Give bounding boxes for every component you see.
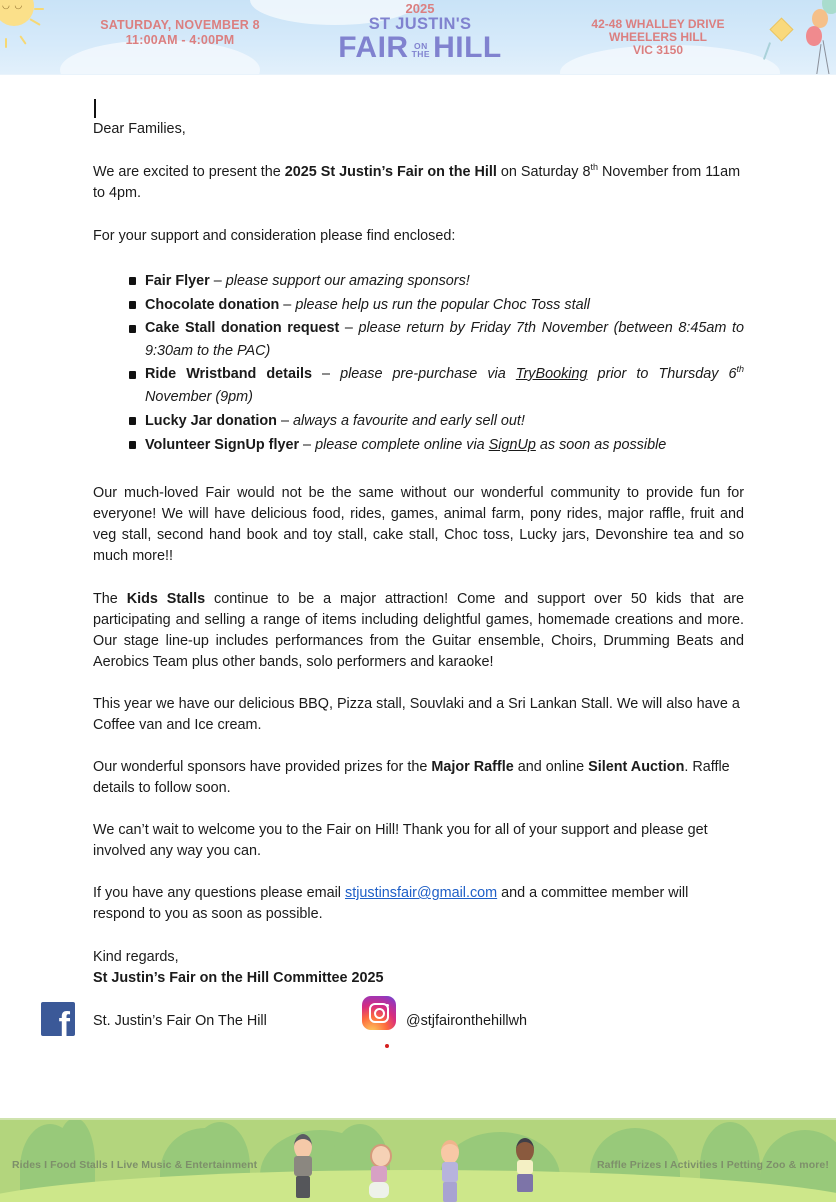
bullet-icon bbox=[129, 325, 136, 333]
bullet-icon bbox=[129, 371, 136, 379]
facebook-icon[interactable]: f bbox=[41, 1002, 75, 1036]
bullet-icon bbox=[129, 441, 136, 449]
bullet-icon bbox=[129, 277, 136, 285]
footer-left-text: Rides I Food Stalls I Live Music & Entertainment bbox=[12, 1159, 258, 1171]
wordmark-on: ON bbox=[413, 40, 428, 51]
kite-tail bbox=[763, 42, 771, 60]
enclosures-list bbox=[113, 269, 744, 457]
event-title bbox=[330, 2, 510, 63]
list-item: Chocolate donation – please help us run the popular Choc Toss stall bbox=[113, 293, 744, 317]
instagram-icon[interactable] bbox=[362, 996, 396, 1030]
address-line: 42-48 WHALLEY DRIVE bbox=[591, 17, 725, 31]
signature: St Justin’s Fair on the Hill Committee 2025 bbox=[93, 970, 384, 986]
enclosed-intro: For your support and consideration please find enclosed: bbox=[93, 228, 456, 244]
balloon-string bbox=[823, 40, 831, 75]
sun-ray bbox=[29, 18, 40, 26]
food-paragraph: This year we have our delicious BBQ, Pizza stall, Souvlaki and a Sri Lankan Stall. We will also have a Coffee van and Ice cream. bbox=[93, 696, 740, 733]
sun-ray bbox=[5, 38, 7, 48]
text-cursor bbox=[94, 99, 96, 118]
event-time-line: 11:00AM - 4:00PM bbox=[125, 33, 235, 47]
wordmark-fair: FAIR bbox=[338, 31, 409, 64]
address-line: VIC 3150 bbox=[632, 43, 684, 57]
fair-wordmark bbox=[330, 33, 510, 63]
red-dot-marker bbox=[385, 1044, 389, 1048]
child-illustration bbox=[510, 1134, 540, 1200]
list-item: Cake Stall donation request – please return by Friday 7th November (between 8:45am to 9:30am to the PAC) bbox=[113, 317, 744, 363]
wordmark-the: THE bbox=[411, 49, 431, 59]
wordmark-hill: HILL bbox=[433, 31, 502, 64]
header-banner bbox=[0, 0, 836, 75]
email-link[interactable]: stjustinsfair@gmail.com bbox=[345, 885, 498, 901]
sponsors-paragraph: Our wonderful sponsors have provided prizes for the Major Raffle and online Silent Auction. Raffle details to follow soon. bbox=[93, 759, 730, 796]
list-item: Ride Wristband details – please pre-purchase via TryBooking prior to Thursday 6th November (9pm) bbox=[113, 363, 744, 409]
facebook-page-label: St. Justin’s Fair On The Hill bbox=[93, 1013, 267, 1029]
trybooking-link[interactable]: TryBooking bbox=[515, 366, 588, 382]
event-date bbox=[96, 18, 264, 48]
footer-banner bbox=[0, 1118, 836, 1202]
child-illustration bbox=[365, 1144, 393, 1202]
footer-right-text: Raffle Prizes I Activities I Petting Zoo & more! bbox=[597, 1159, 829, 1171]
event-date-line: SATURDAY, NOVEMBER 8 bbox=[100, 18, 260, 32]
school-name: ST JUSTIN'S bbox=[368, 15, 472, 33]
list-item: Lucky Jar donation – always a favourite and early sell out! bbox=[113, 409, 744, 433]
community-paragraph: Our much-loved Fair would not be the same without our wonderful community to provide fun for everyone! We will have delicious food, rides, games, animal farm, pony rides, major raffle, fruit and veg stall, second hand book and toy stall, cake stall, Choc toss, Lucky jars, Devonshire tea and so much more!! bbox=[93, 485, 744, 564]
list-item: Fair Flyer – please support our amazing sponsors! bbox=[113, 269, 744, 293]
signup-link[interactable]: SignUp bbox=[488, 437, 536, 453]
instagram-handle: @stjfaironthehillwh bbox=[406, 1013, 527, 1029]
event-address bbox=[578, 18, 738, 57]
list-item: Volunteer SignUp flyer – please complete online via SignUp as soon as possible bbox=[113, 433, 744, 457]
intro-paragraph: We are excited to present the 2025 St Justin’s Fair on the Hill on Saturday 8th November from 11am to 4pm. bbox=[93, 162, 741, 201]
sun-icon: ◡ ◡ bbox=[0, 0, 34, 26]
event-year: 2025 bbox=[405, 1, 435, 16]
sun-ray bbox=[34, 8, 44, 10]
welcome-paragraph: We can’t wait to welcome you to the Fair on Hill! Thank you for all of your support and please get involved any way you can. bbox=[93, 822, 708, 859]
event-name: 2025 St Justin’s Fair on the Hill bbox=[284, 164, 497, 180]
address-line: WHEELERS HILL bbox=[609, 30, 707, 44]
signoff: Kind regards, bbox=[93, 949, 179, 965]
balloon-icon bbox=[806, 26, 822, 46]
kids-stalls-paragraph: The Kids Stalls continue to be a major attraction! Come and support over 50 kids that are participating and selling a range of items including delightful games, homemade creations and more. Our stage line-up includes performances from the Guitar ensemble, Choirs, Drumming Beats and Aerobics Team plus other bands, solo performers and karaoke! bbox=[93, 591, 744, 670]
child-illustration bbox=[288, 1134, 318, 1202]
child-illustration bbox=[435, 1140, 465, 1202]
wordmark-on-the bbox=[412, 38, 431, 59]
bullet-icon bbox=[129, 417, 136, 425]
questions-paragraph: If you have any questions please email stjustinsfair@gmail.com and a committee member will respond to you as soon as possible. bbox=[93, 885, 689, 922]
greeting: Dear Families, bbox=[93, 121, 186, 137]
kite-icon bbox=[769, 17, 793, 41]
bullet-icon bbox=[129, 301, 136, 309]
balloon-string bbox=[815, 44, 821, 75]
sun-ray bbox=[19, 35, 26, 44]
